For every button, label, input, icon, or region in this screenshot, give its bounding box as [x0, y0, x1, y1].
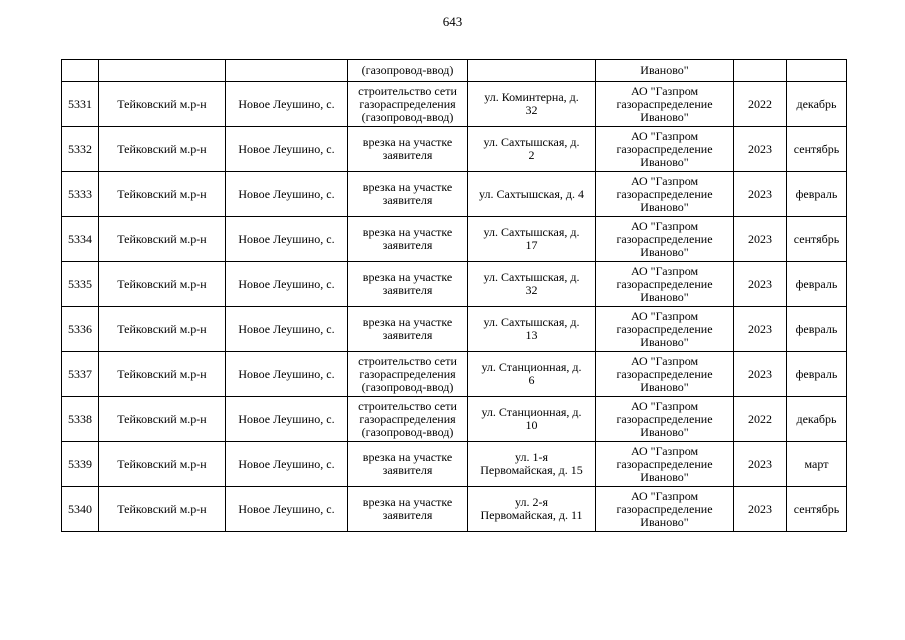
organization-line: АО "Газпром [630, 218, 699, 233]
organization-line: газораспределение [616, 276, 713, 291]
year-cell: 2023 [734, 442, 787, 487]
year-cell: 2023 [734, 172, 787, 217]
settlement-cell: Новое Леушино, с. [226, 82, 348, 127]
month-cell: декабрь [787, 397, 847, 442]
year-cell: 2023 [734, 127, 787, 172]
organization-line: газораспределение [616, 96, 713, 111]
work-type-line: заявителя [382, 283, 433, 297]
year-cell: 2023 [734, 487, 787, 532]
address-line: ул. Сахтышская, д. [483, 225, 580, 239]
year-cell [734, 60, 787, 82]
organization-line: газораспределение [616, 456, 713, 471]
table-row [62, 397, 847, 442]
organization-line: АО "Газпром [630, 308, 699, 323]
work-type-line: заявителя [382, 193, 433, 207]
organization-line: АО "Газпром [630, 353, 699, 368]
address-line: ул. Сахтышская, д. 4 [479, 186, 584, 201]
organization-line: АО "Газпром [630, 128, 699, 143]
work-type-line: врезка на участке [362, 225, 453, 239]
organization-cell [596, 262, 734, 307]
organization-line: Иваново" [640, 244, 689, 259]
year-cell: 2022 [734, 82, 787, 127]
organization-line: газораспределение [616, 411, 713, 426]
row-number-cell: 5338 [62, 397, 99, 442]
organization-cell [596, 352, 734, 397]
organization-line: Иваново" [640, 334, 689, 349]
district-cell: Тейковский м.р-н [99, 127, 226, 172]
work-type-cell [348, 217, 468, 262]
row-number-cell: 5332 [62, 127, 99, 172]
month-cell: февраль [787, 307, 847, 352]
address-line: 6 [528, 373, 535, 387]
table-row [62, 442, 847, 487]
work-type-cell [348, 307, 468, 352]
work-type-line: газораспределения [359, 366, 456, 381]
settlement-cell: Новое Леушино, с. [226, 397, 348, 442]
work-type-line: заявителя [382, 148, 433, 162]
district-cell: Тейковский м.р-н [99, 487, 226, 532]
settlement-cell: Новое Леушино, с. [226, 127, 348, 172]
work-type-line: заявителя [382, 463, 433, 477]
work-type-line: заявителя [382, 328, 433, 342]
work-type-line: врезка на участке [362, 495, 453, 509]
page-number: 643 [442, 14, 463, 29]
organization-line: АО "Газпром [630, 488, 699, 503]
address-line: 32 [525, 283, 538, 297]
address-line: Первомайская, д. 11 [480, 508, 583, 522]
organization-cell [596, 442, 734, 487]
month-cell: декабрь [787, 82, 847, 127]
address-line: 13 [525, 328, 538, 342]
organization-line: Иваново" [640, 289, 689, 304]
settlement-cell: Новое Леушино, с. [226, 262, 348, 307]
address-cell [468, 60, 596, 82]
work-type-line: врезка на участке [362, 450, 453, 464]
month-cell: февраль [787, 352, 847, 397]
organization-line: газораспределение [616, 141, 713, 156]
row-number-cell: 5334 [62, 217, 99, 262]
row-number-cell: 5335 [62, 262, 99, 307]
settlement-cell: Новое Леушино, с. [226, 172, 348, 217]
row-number-cell [62, 60, 99, 82]
row-number-cell: 5333 [62, 172, 99, 217]
settlement-cell: Новое Леушино, с. [226, 307, 348, 352]
address-line: 17 [525, 238, 538, 252]
work-type-cell [348, 352, 468, 397]
work-type-line: строительство сети [358, 83, 457, 98]
address-line: 32 [525, 103, 538, 117]
address-line: Первомайская, д. 15 [480, 463, 583, 477]
district-cell: Тейковский м.р-н [99, 262, 226, 307]
table-body [62, 60, 847, 532]
organization-line: газораспределение [616, 501, 713, 516]
district-cell: Тейковский м.р-н [99, 172, 226, 217]
address-cell [468, 262, 596, 307]
row-number-cell: 5336 [62, 307, 99, 352]
address-cell [468, 217, 596, 262]
work-type-line: заявителя [382, 238, 433, 252]
work-type-line: строительство сети [358, 398, 457, 413]
table-row [62, 307, 847, 352]
work-type-line: врезка на участке [362, 135, 453, 149]
settlement-cell [226, 60, 348, 82]
organization-line: Иваново" [640, 424, 689, 439]
organization-line: АО "Газпром [630, 83, 699, 98]
table-row [62, 82, 847, 127]
organization-line: АО "Газпром [630, 398, 699, 413]
organization-line: Иваново" [640, 63, 689, 77]
work-type-line: заявителя [382, 508, 433, 522]
organization-cell [596, 307, 734, 352]
work-type-line: (газопровод-ввод) [361, 63, 454, 77]
address-cell [468, 172, 596, 217]
table-row [62, 352, 847, 397]
address-line: ул. Сахтышская, д. [483, 270, 580, 284]
month-cell: сентябрь [787, 487, 847, 532]
year-cell: 2023 [734, 262, 787, 307]
organization-cell [596, 172, 734, 217]
organization-cell [596, 60, 734, 82]
month-cell: февраль [787, 172, 847, 217]
work-type-cell [348, 442, 468, 487]
table-row [62, 217, 847, 262]
address-cell [468, 82, 596, 127]
year-cell: 2023 [734, 217, 787, 262]
address-line: ул. Сахтышская, д. [483, 315, 580, 329]
address-line: ул. Станционная, д. [481, 405, 582, 419]
work-type-cell [348, 487, 468, 532]
organization-line: Иваново" [640, 379, 689, 394]
registry-table [61, 59, 847, 532]
table-row [62, 172, 847, 217]
table-row [62, 487, 847, 532]
table-row [62, 60, 847, 82]
address-line: ул. 2-я [515, 495, 548, 509]
month-cell: февраль [787, 262, 847, 307]
month-cell: сентябрь [787, 217, 847, 262]
row-number-cell: 5340 [62, 487, 99, 532]
row-number-cell: 5339 [62, 442, 99, 487]
settlement-cell: Новое Леушино, с. [226, 487, 348, 532]
year-cell: 2023 [734, 307, 787, 352]
table-row [62, 262, 847, 307]
address-cell [468, 127, 596, 172]
address-line: ул. Сахтышская, д. [483, 135, 580, 149]
organization-line: АО "Газпром [630, 443, 699, 458]
work-type-line: газораспределения [359, 96, 456, 111]
organization-line: АО "Газпром [630, 263, 699, 278]
work-type-line: врезка на участке [362, 315, 453, 329]
work-type-cell [348, 60, 468, 82]
organization-line: газораспределение [616, 366, 713, 381]
table-row [62, 127, 847, 172]
address-cell [468, 352, 596, 397]
organization-line: Иваново" [640, 469, 689, 484]
work-type-cell [348, 262, 468, 307]
organization-line: Иваново" [640, 199, 689, 214]
district-cell [99, 60, 226, 82]
district-cell: Тейковский м.р-н [99, 82, 226, 127]
work-type-cell [348, 127, 468, 172]
organization-cell [596, 217, 734, 262]
district-cell: Тейковский м.р-н [99, 397, 226, 442]
organization-line: газораспределение [616, 231, 713, 246]
settlement-cell: Новое Леушино, с. [226, 217, 348, 262]
organization-line: газораспределение [616, 186, 713, 201]
settlement-cell: Новое Леушино, с. [226, 352, 348, 397]
organization-cell [596, 82, 734, 127]
work-type-line: врезка на участке [362, 180, 453, 194]
address-cell [468, 442, 596, 487]
address-line: 2 [528, 148, 535, 162]
work-type-cell [348, 172, 468, 217]
address-cell [468, 487, 596, 532]
year-cell: 2022 [734, 397, 787, 442]
work-type-line: врезка на участке [362, 270, 453, 284]
month-cell [787, 60, 847, 82]
organization-line: Иваново" [640, 154, 689, 169]
address-line: ул. 1-я [515, 450, 548, 464]
address-line: ул. Коминтерна, д. [484, 90, 579, 104]
organization-line: газораспределение [616, 321, 713, 336]
work-type-line: (газопровод-ввод) [361, 379, 454, 394]
address-line: ул. Станционная, д. [481, 360, 582, 374]
district-cell: Тейковский м.р-н [99, 442, 226, 487]
month-cell: март [787, 442, 847, 487]
organization-line: Иваново" [640, 514, 689, 529]
row-number-cell: 5331 [62, 82, 99, 127]
organization-line: АО "Газпром [630, 173, 699, 188]
month-cell: сентябрь [787, 127, 847, 172]
work-type-line: строительство сети [358, 353, 457, 368]
work-type-cell [348, 82, 468, 127]
organization-line: Иваново" [640, 109, 689, 124]
district-cell: Тейковский м.р-н [99, 307, 226, 352]
year-cell: 2023 [734, 352, 787, 397]
organization-cell [596, 487, 734, 532]
district-cell: Тейковский м.р-н [99, 352, 226, 397]
settlement-cell: Новое Леушино, с. [226, 442, 348, 487]
organization-cell [596, 397, 734, 442]
district-cell: Тейковский м.р-н [99, 217, 226, 262]
address-cell [468, 307, 596, 352]
work-type-line: газораспределения [359, 411, 456, 426]
work-type-line: (газопровод-ввод) [361, 424, 454, 439]
row-number-cell: 5337 [62, 352, 99, 397]
address-line: 10 [525, 418, 538, 432]
address-cell [468, 397, 596, 442]
work-type-line: (газопровод-ввод) [361, 109, 454, 124]
organization-cell [596, 127, 734, 172]
work-type-cell [348, 397, 468, 442]
